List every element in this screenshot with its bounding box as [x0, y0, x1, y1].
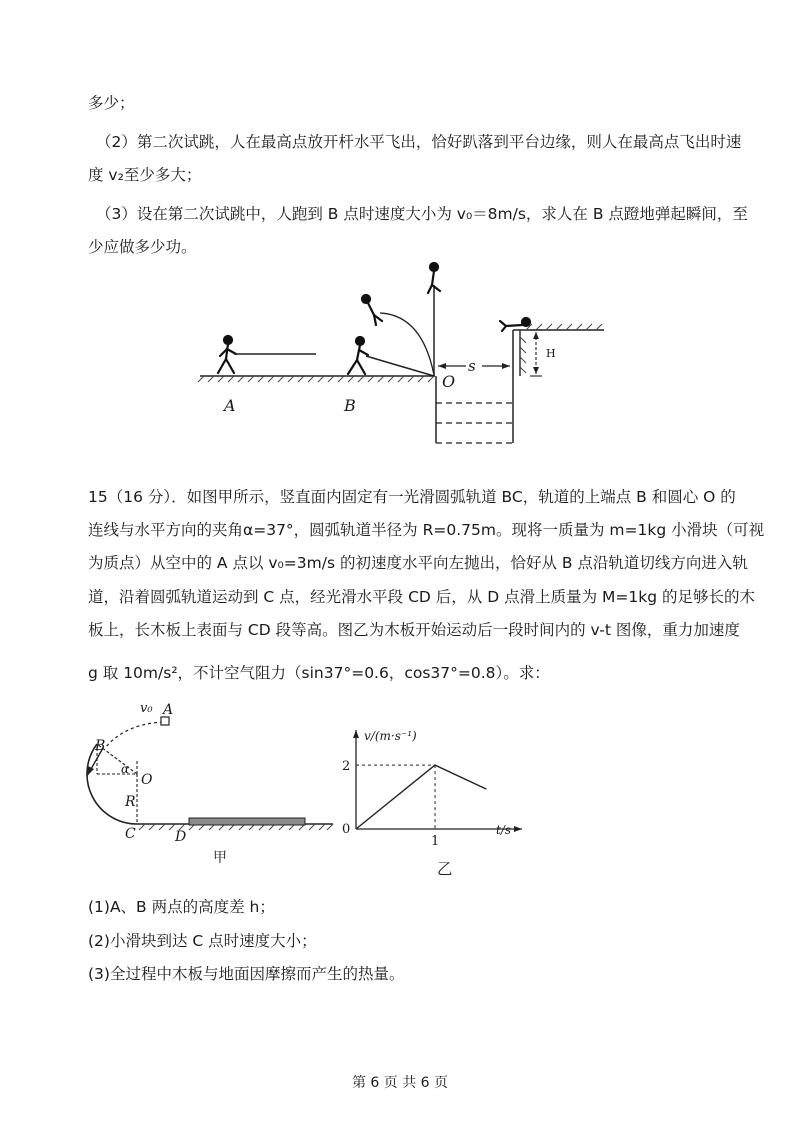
q14-line-3: 度 v₂至少多大；: [88, 166, 202, 184]
label-c: C: [125, 826, 136, 842]
caption-yi: 乙: [437, 860, 453, 878]
q15-sub-1: (1)A、B 两点的高度差 h；: [88, 898, 275, 916]
page-footer: 第 6 页 共 6 页: [351, 1075, 449, 1091]
label-h: H: [546, 347, 556, 360]
q14-line-1: 多少；: [88, 94, 135, 112]
q15-sub-2: (2)小滑块到达 C 点时速度大小；: [88, 932, 317, 950]
vaulter-landed: [500, 318, 530, 331]
q15-line-2: 连线与水平方向的夹角α=37°，圆弧轨道半径为 R=0.75m。现将一质量为 m=1kg 小滑块（可视: [88, 521, 765, 539]
label-s: s: [468, 357, 476, 375]
series-line: [356, 765, 486, 829]
runner-b: [348, 337, 368, 374]
caption-jia: 甲: [213, 850, 227, 866]
y-axis-label: v/(m·s⁻¹): [364, 729, 417, 743]
q15-sub-3: (3)全过程中木板与地面因摩擦而产生的热量。: [88, 965, 405, 983]
x-axis-arrow: [514, 826, 522, 832]
label-b: B: [344, 396, 356, 415]
vaulter-flying: [362, 295, 382, 325]
y-tick-2: 2: [342, 759, 351, 775]
q15-line-4: 道，沿着圆弧轨道运动到 C 点，经光滑水平段 CD 后，从 D 点滑上质量为 M=1kg 的足够长的木: [88, 588, 755, 606]
q15-line-3: 为质点）从空中的 A 点以 v₀=3m/s 的初速度水平向左抛出，恰好从 B 点沿轨道切线方向进入轨: [88, 554, 748, 572]
label-a-jia: A: [163, 702, 174, 718]
vt-chart: [330, 722, 530, 882]
q14-line-2: （2）第二次试跳，人在最高点放开杆水平飞出，恰好趴落到平台边缘，则人在最高点飞出时速: [96, 133, 742, 151]
label-a: A: [224, 396, 236, 415]
runner-a: [218, 336, 236, 373]
label-o: O: [442, 372, 456, 391]
pole-vault-figure: [190, 255, 620, 450]
label-o-jia: O: [141, 772, 153, 788]
q15-line-6: g 取 10m/s²，不计空气阻力（sin37°=0.6，cos37°=0.8）。求：: [88, 664, 550, 682]
q14-line-4: （3）设在第二次试跳中，人跑到 B 点时速度大小为 v₀＝8m/s，求人在 B 点蹬地弹起瞬间，至: [96, 205, 748, 223]
label-v0: v₀: [140, 701, 153, 716]
q14-line-5: 少应做多少功。: [88, 238, 197, 256]
origin-label: 0: [342, 822, 351, 837]
x-axis-label: t/s: [496, 823, 512, 837]
q15-line-1: 15（16 分）．如图甲所示，竖直面内固定有一光滑圆弧轨道 BC，轨道的上端点 B 和圆心 O 的: [88, 488, 736, 506]
label-b-jia: B: [95, 738, 106, 754]
label-d: D: [175, 829, 187, 845]
q15-line-5: 板上，长木板上表面与 CD 段等高。图乙为木板开始运动后一段时间内的 v-t 图像，重力加速度: [88, 621, 740, 639]
label-r: R: [125, 794, 136, 810]
label-alpha: α: [121, 762, 130, 776]
figure-jia: [85, 698, 345, 878]
x-tick-1: 1: [431, 834, 440, 849]
y-axis-arrow: [353, 730, 359, 738]
